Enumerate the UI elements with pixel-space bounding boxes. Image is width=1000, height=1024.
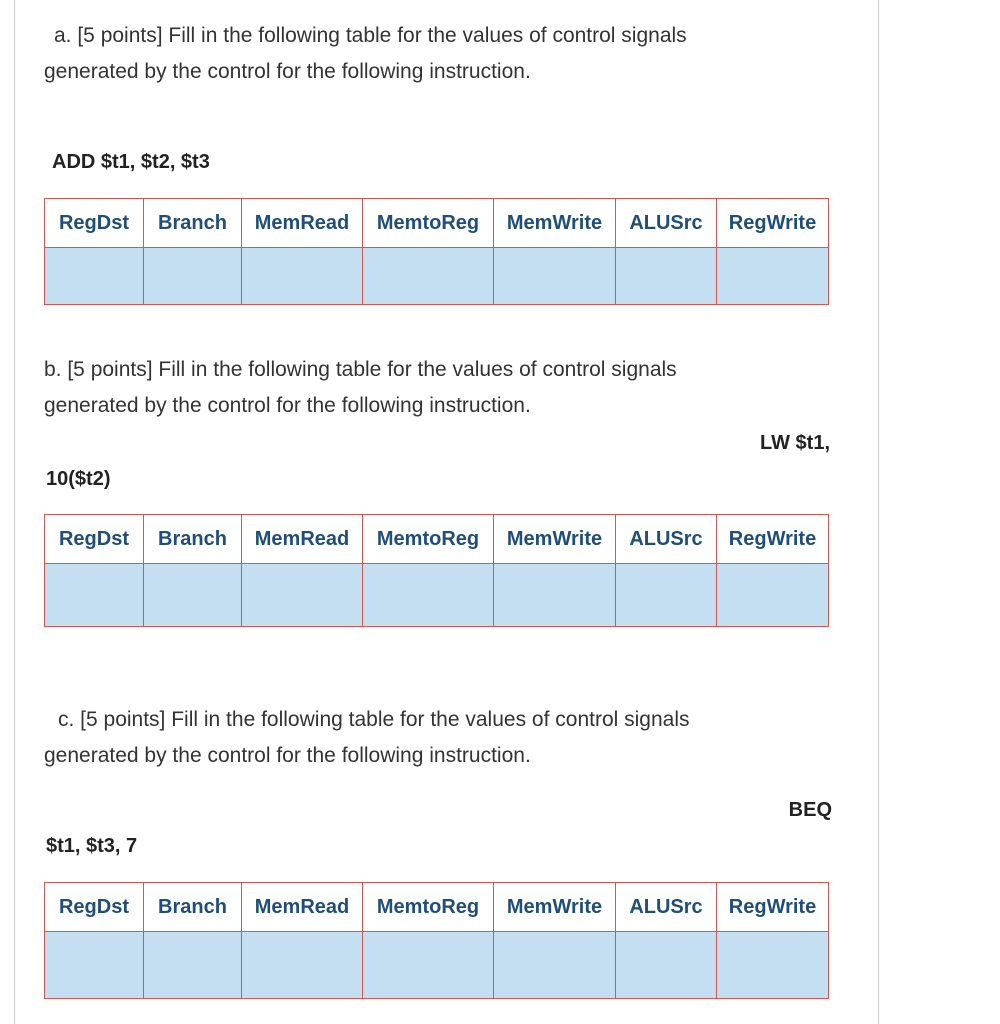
answer-cell-regwrite[interactable] <box>717 564 829 627</box>
header-regdst: RegDst <box>45 515 144 564</box>
answer-cell-regwrite[interactable] <box>717 248 829 305</box>
header-memtoreg: MemtoReg <box>363 199 494 248</box>
answer-cell-memwrite[interactable] <box>494 248 616 305</box>
table-header-row <box>45 883 829 932</box>
answer-cell-regdst[interactable] <box>45 932 144 999</box>
right-border <box>878 0 879 1024</box>
answer-cell-branch[interactable] <box>144 932 242 999</box>
table-answer-row <box>45 248 829 305</box>
header-memtoreg: MemtoReg <box>363 883 494 932</box>
header-memwrite: MemWrite <box>494 199 616 248</box>
header-alusrc: ALUSrc <box>616 515 717 564</box>
answer-cell-branch[interactable] <box>144 248 242 305</box>
header-regwrite: RegWrite <box>717 883 829 932</box>
answer-cell-memread[interactable] <box>242 564 363 627</box>
part-c-instruction-part1: BEQ <box>788 799 832 821</box>
header-branch: Branch <box>144 199 242 248</box>
part-b-prompt-line2: generated by the control for the following instruction. <box>44 394 531 417</box>
answer-cell-alusrc[interactable] <box>616 932 717 999</box>
header-branch: Branch <box>144 883 242 932</box>
part-b-instruction-part2: 10($t2) <box>46 468 111 490</box>
part-a-prompt-line2: generated by the control for the following instruction. <box>44 60 531 83</box>
answer-cell-alusrc[interactable] <box>616 248 717 305</box>
left-border <box>14 0 15 1024</box>
answer-cell-alusrc[interactable] <box>616 564 717 627</box>
header-memtoreg: MemtoReg <box>363 515 494 564</box>
header-branch: Branch <box>144 515 242 564</box>
part-c-instruction-part2: $t1, $t3, 7 <box>46 835 138 857</box>
header-regdst: RegDst <box>45 883 144 932</box>
part-c-prompt-line1: c. [5 points] Fill in the following table for the values of control signals <box>58 708 690 731</box>
answer-cell-memwrite[interactable] <box>494 564 616 627</box>
table-answer-row <box>45 932 829 999</box>
part-c-prompt-line2: generated by the control for the following instruction. <box>44 744 531 767</box>
part-a-prompt-line1: a. [5 points] Fill in the following table for the values of control signals <box>54 24 687 47</box>
part-a-instruction: ADD $t1, $t2, $t3 <box>52 151 210 173</box>
table-header-row <box>45 515 829 564</box>
part-c-signal-table <box>44 882 829 999</box>
answer-cell-branch[interactable] <box>144 564 242 627</box>
answer-cell-memtoreg[interactable] <box>363 248 494 305</box>
answer-cell-memtoreg[interactable] <box>363 932 494 999</box>
answer-cell-regwrite[interactable] <box>717 932 829 999</box>
header-regwrite: RegWrite <box>717 199 829 248</box>
answer-cell-memtoreg[interactable] <box>363 564 494 627</box>
table-answer-row <box>45 564 829 627</box>
header-memwrite: MemWrite <box>494 883 616 932</box>
header-memread: MemRead <box>242 883 363 932</box>
header-memread: MemRead <box>242 199 363 248</box>
answer-cell-memwrite[interactable] <box>494 932 616 999</box>
part-b-prompt-line1: b. [5 points] Fill in the following table for the values of control signals <box>44 358 677 381</box>
header-regdst: RegDst <box>45 199 144 248</box>
table-header-row <box>45 199 829 248</box>
part-b-signal-table <box>44 514 829 627</box>
answer-cell-regdst[interactable] <box>45 248 144 305</box>
header-alusrc: ALUSrc <box>616 199 717 248</box>
header-regwrite: RegWrite <box>717 515 829 564</box>
header-memread: MemRead <box>242 515 363 564</box>
answer-cell-memread[interactable] <box>242 248 363 305</box>
answer-cell-regdst[interactable] <box>45 564 144 627</box>
part-a-signal-table <box>44 198 829 305</box>
answer-cell-memread[interactable] <box>242 932 363 999</box>
part-b-instruction-part1: LW $t1, <box>759 432 830 454</box>
header-alusrc: ALUSrc <box>616 883 717 932</box>
header-memwrite: MemWrite <box>494 515 616 564</box>
